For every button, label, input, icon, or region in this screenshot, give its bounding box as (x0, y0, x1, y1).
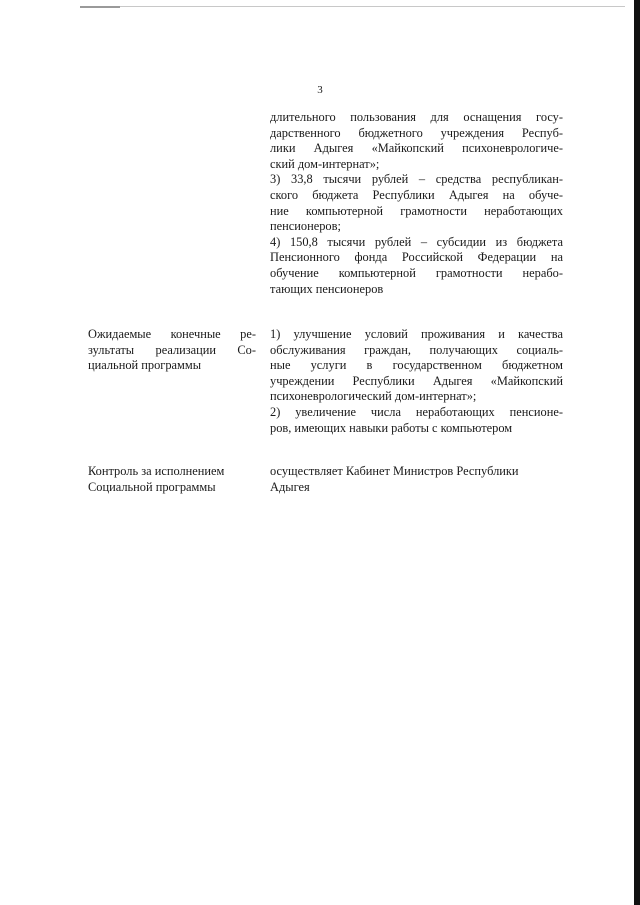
label-line: Ожидаемые конечные ре- (88, 327, 256, 341)
text-line: психоневрологический дом-интернат»; (270, 389, 477, 404)
control-value (270, 464, 563, 495)
funding-continuation (270, 110, 563, 297)
scan-edge-top (80, 6, 625, 7)
text-line: длительного пользования для оснащения госу- (270, 110, 563, 124)
text-line: пенсионеров; (270, 219, 341, 234)
page-number: 3 (317, 84, 323, 96)
label-line: циальной программы (88, 358, 202, 373)
label-line: зультаты реализации Со- (88, 342, 256, 357)
text-line: лики Адыгея «Майкопский психоневрологиче- (270, 141, 563, 156)
text-line: 4) 150,8 тысячи рублей – субсидии из бюджета (270, 234, 563, 249)
expected-results-label (88, 327, 256, 374)
label-line: Социальной программы (88, 479, 216, 494)
text-line: учреждении Республики Адыгея «Майкопский (270, 373, 563, 388)
label-line: Контроль за исполнением (88, 464, 225, 478)
text-line: ров, имеющих навыки работы с компьютером (270, 420, 513, 435)
text-line: Адыгея (270, 479, 310, 494)
scan-edge-right (634, 0, 640, 905)
text-line: обслуживания граждан, получающих социаль- (270, 342, 563, 357)
text-line: осуществляет Кабинет Министров Республики (270, 464, 519, 478)
text-line: 3) 33,8 тысячи рублей – средства республикан- (270, 172, 563, 187)
text-line: ский дом-интернат»; (270, 156, 380, 171)
text-line: ные услуги в государственном бюджетном (270, 358, 563, 373)
text-line: Пенсионного фонда Российской Федерации на (270, 250, 563, 265)
text-line: ние компьютерной грамотности неработающих (270, 203, 563, 218)
text-line: дарственного бюджетного учреждения Респуб- (270, 125, 563, 140)
text-line: тающих пенсионеров (270, 281, 384, 296)
control-label (88, 464, 256, 495)
text-line: ского бюджета Республики Адыгея на обуче- (270, 187, 563, 202)
text-line: 1) улучшение условий проживания и качества (270, 327, 563, 341)
text-line: обучение компьютерной грамотности нерабо- (270, 265, 563, 280)
text-line: 2) увеличение числа неработающих пенсионе- (270, 404, 563, 419)
expected-results-value (270, 327, 563, 436)
scan-edge-top-mark (80, 6, 120, 8)
